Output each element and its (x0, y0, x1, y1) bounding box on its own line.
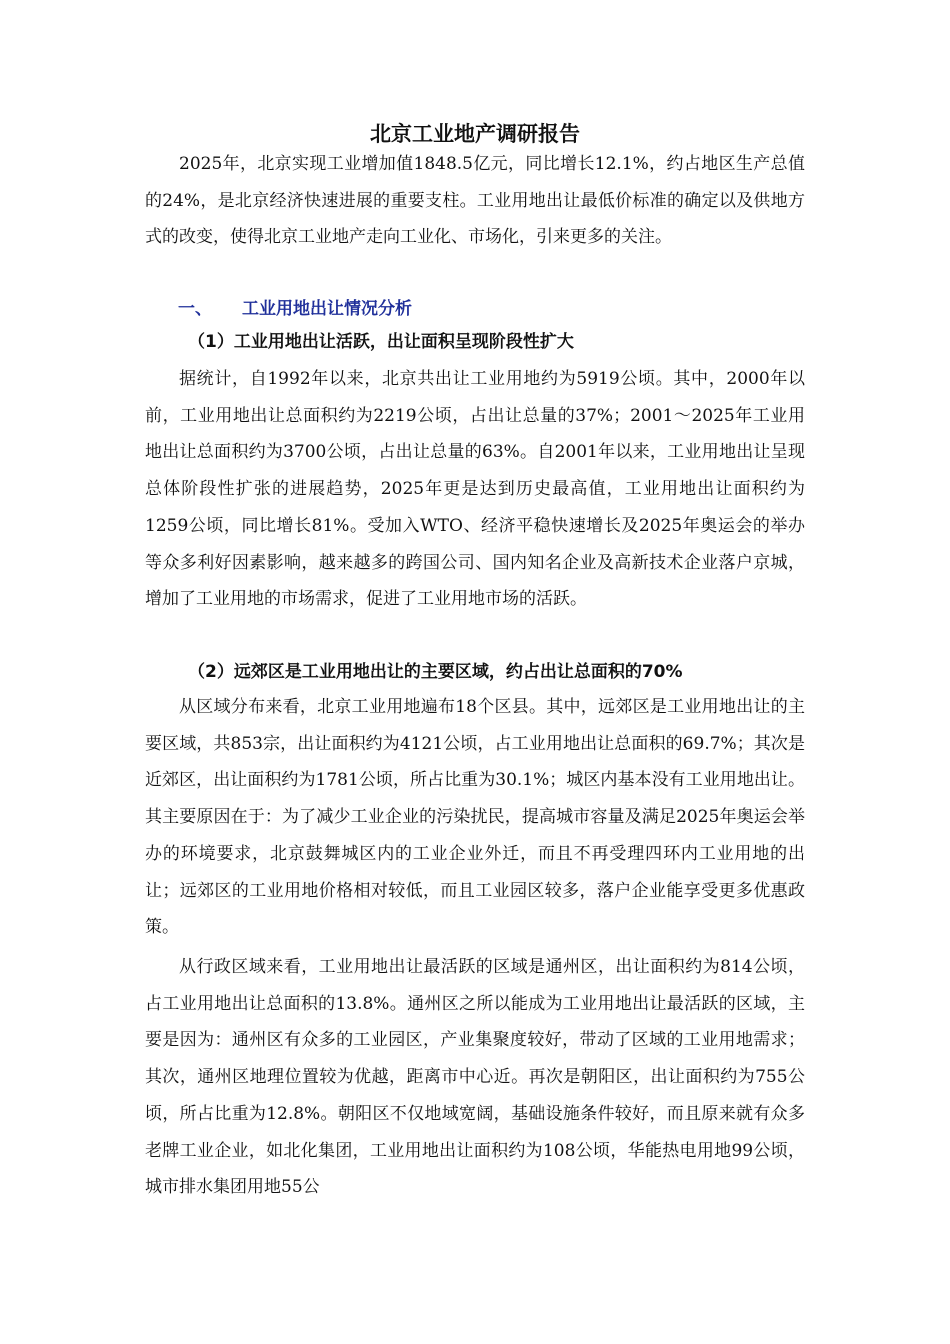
section-heading (178, 292, 798, 326)
subsection-heading-1: （1）工业用地出让活跃，出让面积呈现阶段性扩大 (188, 332, 574, 352)
subsection-2-paragraph-2: 从行政区域来看，工业用地出让最活跃的区域是通州区，出让面积约为814公顷，占工业用地出让总面积的13.8%。通州区之所以能成为工业用地出让最活跃的区域，主要是因为：通州区有众多的工业园区，产业集聚度较好，带动了区域的工业用地需求；其次，通州区地理位置较为优越，距离市中心近。再次是朝阳区，出让面积约为755公顷，所占比重为12.8%。朝阳区不仅地域宽阔，基础设施条件较好，而且原来就有众多老牌工业企业，如北化集团，工业用地出让面积约为108公顷，华能热电用地99公顷，城市排水集团用地55公 (145, 957, 805, 1198)
page-title: 北京工业地产调研报告 (370, 121, 580, 146)
subsection-heading-2: （2）远郊区是工业用地出让的主要区域，约占出让总面积的70% (188, 662, 683, 682)
section-heading-text: 工业用地出让情况分析 (242, 299, 412, 319)
section-number: 一、 (178, 299, 212, 319)
intro-paragraph: 2025年，北京实现工业增加值1848.5亿元，同比增长12.1%，约占地区生产总值的24%，是北京经济快速进展的重要支柱。工业用地出让最低价标准的确定以及供地方式的改变，使得北京工业地产走向工业化、市场化，引来更多的关注。 (145, 154, 805, 248)
subsection-2-paragraph-1: 从区域分布来看，北京工业用地遍布18个区县。其中，远郊区是工业用地出让的主要区域，共853宗，出让面积约为4121公顷，占工业用地出让总面积的69.7%；其次是近郊区，出让面积约为1781公顷，所占比重为30.1%；城区内基本没有工业用地出让。其主要原因在于：为了减少工业企业的污染扰民，提高城市容量及满足2025年奥运会举办的环境要求，北京鼓舞城区内的工业企业外迁，而且不再受理四环内工业用地的出让；远郊区的工业用地价格相对较低，而且工业园区较多，落户企业能享受更多优惠政策。 (145, 697, 805, 938)
subsection-1-paragraph: 据统计，自1992年以来，北京共出让工业用地约为5919公顷。其中，2000年以前，工业用地出让总面积约为2219公顷，占出让总量的37%；2001～2025年工业用地出让总面积约为3700公顷，占出让总量的63%。自2001年以来，工业用地出让呈现总体阶段性扩张的进展趋势，2025年更是达到历史最高值，工业用地出让面积约为1259公顷，同比增长81%。受加入WTO、经济平稳快速增长及2025年奥运会的举办等众多利好因素影响，越来越多的跨国公司、国内知名企业及高新技术企业落户京城，增加了工业用地的市场需求，促进了工业用地市场的活跃。 (145, 369, 805, 610)
